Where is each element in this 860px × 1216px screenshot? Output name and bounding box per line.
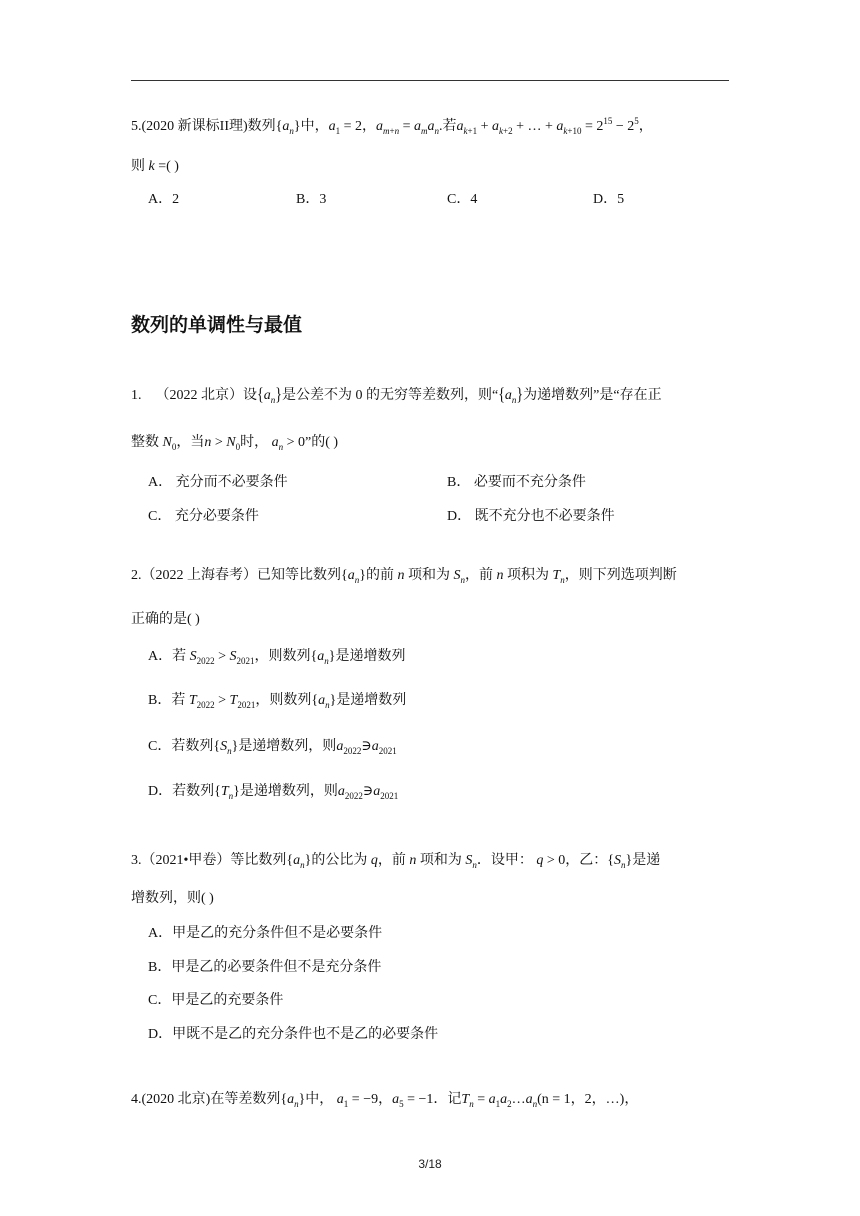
q2-option-a[interactable]: A．若 $S_{2022} > S_{2021}$，则数列$\{a_n\}$是递增数列 [148,649,406,666]
q5-option-a[interactable]: A．2 [148,192,180,207]
q1-option-b[interactable]: B． 必要而不充分条件 [447,475,586,490]
q3-option-b[interactable]: B．甲是乙的必要条件但不是充分条件 [148,960,382,975]
q2-option-b[interactable]: B．若 $T_{2022} > T_{2021}$，则数列$\{a_n\}$是递增数列 [148,693,407,710]
q1-line2: 整数 $N_0$，当$n > N_0$时， $a_n > 0$”的( ) [131,435,339,452]
q5-option-d[interactable]: D．5 [593,192,625,207]
q1-line1: 1. （2022 北京）设$\{a_n\}$是公差不为 0 的无穷等差数列，则“$\{a_n\}$为递增数列”是“存在正 [131,386,662,405]
q3-option-a[interactable]: A．甲是乙的充分条件但不是必要条件 [148,926,383,941]
page-number: 3/18 [418,1157,442,1171]
q2-line1: 2.（2022 上海春考）已知等比数列$\{a_n\}$的前 n 项和为 $S_n$，前 n 项积为 $T_n$，则下列选项判断 [131,568,677,585]
q4-line1: 4.(2020 北京)在等差数列$\{a_n\}$中， $a_1 = -9$，$a_5 = -1$．记$T_n$ = $a_1a_2\dots a_n(n = 1$，2，…)， [131,1092,639,1109]
q3-option-c[interactable]: C．甲是乙的充要条件 [148,993,284,1008]
section-title: 数列的单调性与最值 [131,314,303,336]
q1-option-c[interactable]: C． 充分必要条件 [148,509,259,524]
q1-option-a[interactable]: A． 充分而不必要条件 [148,475,288,490]
q3-option-d[interactable]: D．甲既不是乙的充分条件也不是乙的必要条件 [148,1027,439,1042]
q2-option-d[interactable]: D．若数列$\{T_n\}$是递增数列，则$a_{2022}∋a_{2021}$ [148,784,399,801]
q5-option-c[interactable]: C．4 [447,192,478,207]
q5-line2: 则 k =( ) [131,159,179,174]
q2-option-c[interactable]: C．若数列$\{S_n\}$是递增数列，则$a_{2022}∋a_{2021}$ [148,739,397,756]
header-rule [131,80,729,81]
q3-line1: 3.（2021•甲卷）等比数列$\{a_n\}$的公比为 q，前 n 项和为 $S_n$．设甲： q > 0，乙：$\{S_n\}$是递 [131,853,661,870]
q3-line2: 增数列，则( ) [131,891,214,906]
q1-option-d[interactable]: D． 既不充分也不必要条件 [447,509,615,524]
q5-option-b[interactable]: B．3 [296,192,327,207]
q2-line2: 正确的是( ) [131,612,200,627]
q5-line1: 5.(2020 新课标II理)数列$\{a_n\}$中，$a_1 = 2$，$a_{m+n} = a_ma_n$.若$a_{k+1} + a_{k+2}$ + … + $a_{k+10} = 2^{15} - 2^5$， [131,116,653,136]
